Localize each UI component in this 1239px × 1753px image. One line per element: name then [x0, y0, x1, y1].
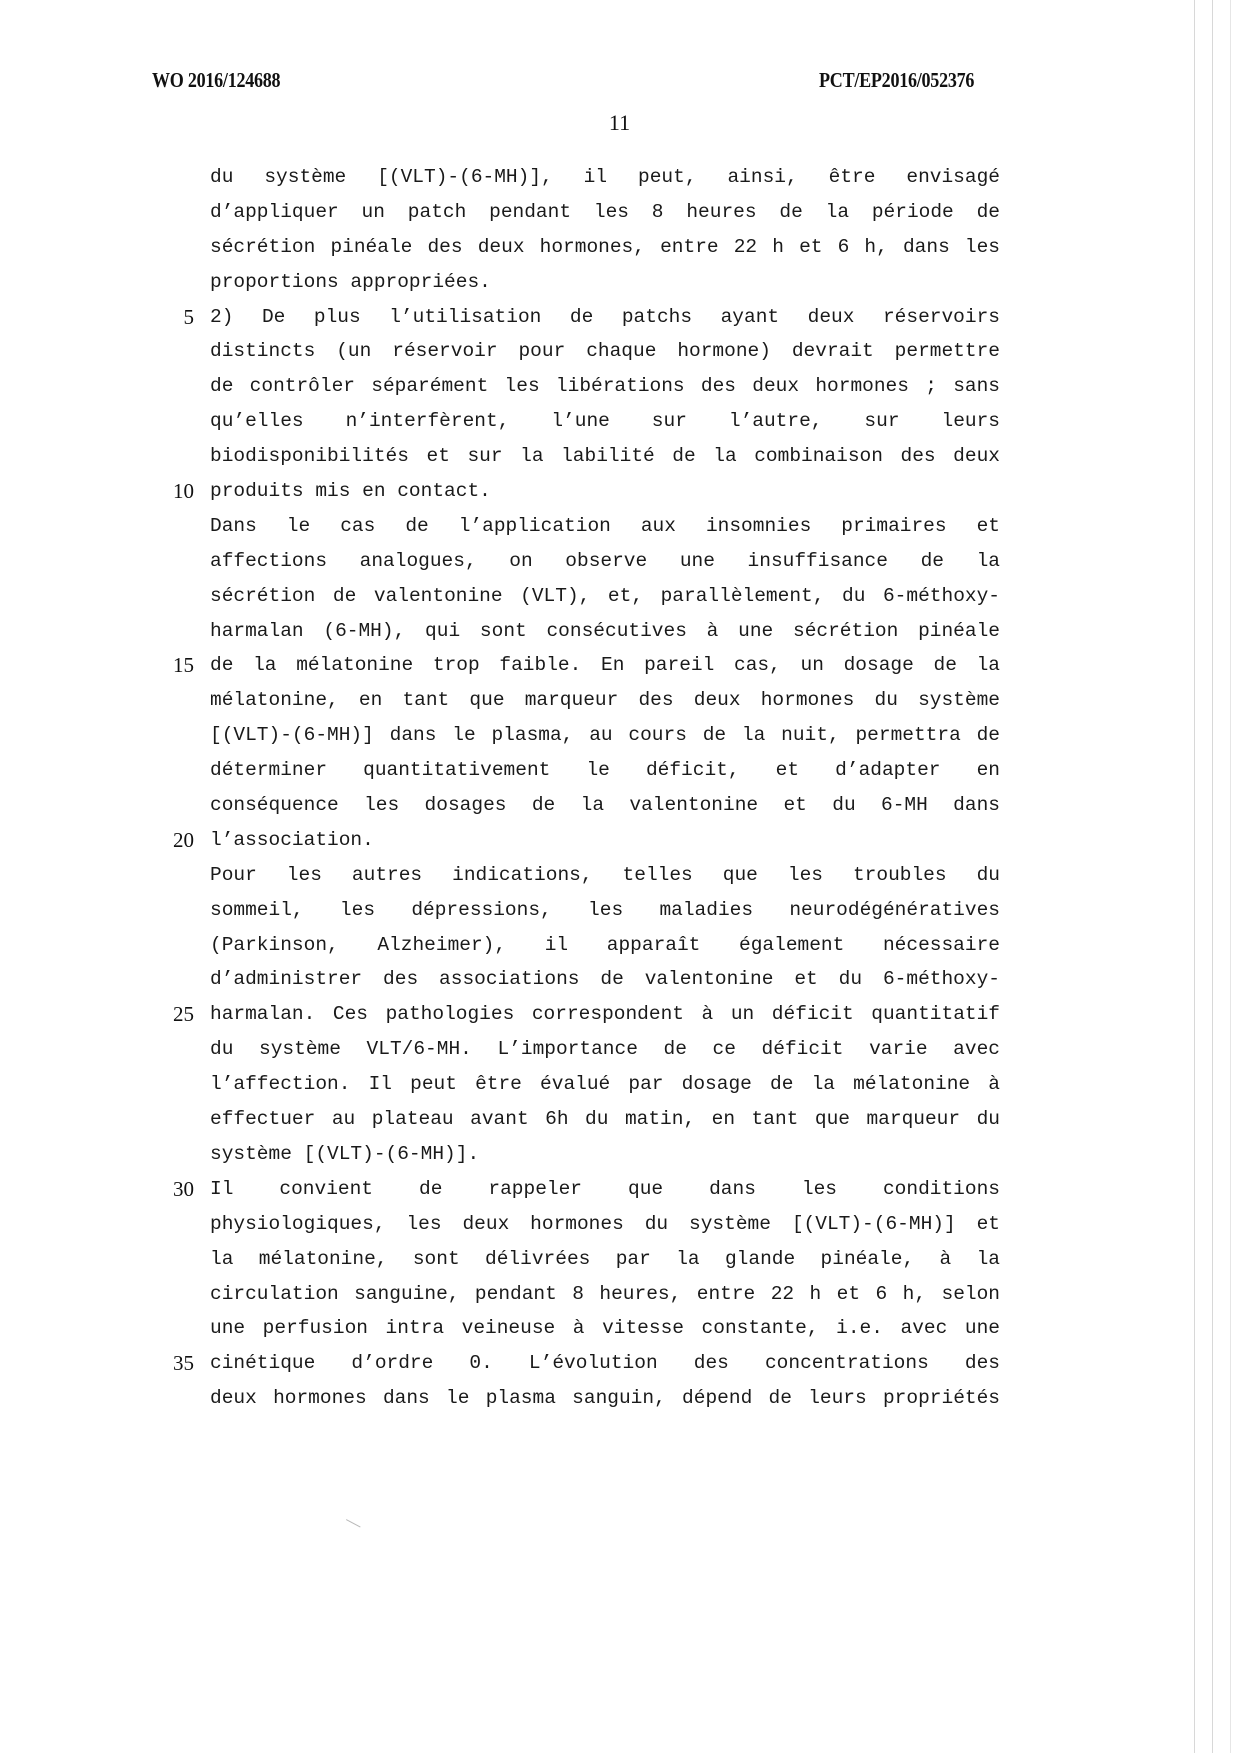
text-line [150, 648, 1030, 683]
line-text: (Parkinson, Alzheimer), il apparaît également nécessaire [210, 933, 1000, 956]
line-text: de la mélatonine trop faible. En pareil cas, un dosage de la [210, 654, 1000, 677]
line-text: d’appliquer un patch pendant les 8 heures de la période de [210, 200, 1000, 223]
text-line [150, 404, 1030, 439]
line-number: 5 [183, 304, 194, 329]
line-text: deux hormones dans le plasma sanguin, dépend de leurs propriétés [210, 1387, 1000, 1410]
line-number: 35 [173, 1351, 194, 1376]
line-text: affections analogues, on observe une insuffisance de la [210, 549, 1000, 572]
text-line [150, 962, 1030, 997]
line-number: 10 [173, 479, 194, 504]
line-text: conséquence les dosages de la valentonine et du 6-MH dans [210, 794, 1000, 817]
text-line [150, 1207, 1030, 1242]
publication-number: WO 2016/124688 [152, 68, 281, 92]
text-line [150, 1311, 1030, 1346]
line-text: distincts (un réservoir pour chaque hormone) devrait permettre [210, 340, 1000, 363]
text-line [150, 300, 1030, 335]
text-line [150, 1346, 1030, 1381]
text-line [150, 928, 1030, 963]
text-line [150, 718, 1030, 753]
line-number: 15 [173, 653, 194, 678]
line-text: une perfusion intra veineuse à vitesse constante, i.e. avec une [210, 1317, 1000, 1340]
line-text: sommeil, les dépressions, les maladies neurodégénératives [210, 898, 1000, 921]
text-line [150, 1242, 1030, 1277]
text-line [150, 1032, 1030, 1067]
text-line [150, 509, 1030, 544]
body-text [150, 160, 1030, 1416]
text-line [150, 893, 1030, 928]
text-line [150, 997, 1030, 1032]
line-text: de contrôler séparément les libérations des deux hormones ; sans [210, 375, 1000, 398]
text-line [150, 544, 1030, 579]
application-number: PCT/EP2016/052376 [819, 68, 975, 92]
line-text: la mélatonine, sont délivrées par la glande pinéale, à la [210, 1247, 1000, 1270]
text-line [150, 474, 1030, 509]
running-head [152, 68, 974, 93]
text-line [150, 1381, 1030, 1416]
line-text: physiologiques, les deux hormones du système [(VLT)-(6-MH)] et [210, 1212, 1000, 1235]
line-text: cinétique d’ordre 0. L’évolution des concentrations des [210, 1352, 1000, 1375]
scan-pencil-mark [339, 1519, 360, 1540]
text-line [150, 614, 1030, 649]
scan-edge-rule-1 [1194, 0, 1195, 1753]
line-text: proportions appropriées. [210, 270, 491, 293]
text-line [150, 1102, 1030, 1137]
line-text: circulation sanguine, pendant 8 heures, entre 22 h et 6 h, selon [210, 1282, 1000, 1305]
line-text: du système [(VLT)-(6-MH)], il peut, ainsi, être envisagé [210, 166, 1000, 188]
text-line [150, 858, 1030, 893]
text-line [150, 369, 1030, 404]
text-line [150, 1067, 1030, 1102]
line-text: du système VLT/6-MH. L’importance de ce déficit varie avec [210, 1038, 1000, 1061]
line-text: l’affection. Il peut être évalué par dosage de la mélatonine à [210, 1073, 1000, 1096]
line-text: [(VLT)-(6-MH)] dans le plasma, au cours de la nuit, permettra de [210, 724, 1000, 747]
text-line [150, 1137, 1030, 1172]
line-text: Pour les autres indications, telles que les troubles du [210, 863, 1000, 886]
text-line [150, 439, 1030, 474]
line-text: effectuer au plateau avant 6h du matin, en tant que marqueur du [210, 1108, 1000, 1131]
scan-edge-rule-3 [1230, 0, 1231, 1753]
line-text: système [(VLT)-(6-MH)]. [210, 1142, 480, 1165]
text-line [150, 265, 1030, 300]
line-text: sécrétion de valentonine (VLT), et, parallèlement, du 6-méthoxy- [210, 584, 1000, 607]
line-text: 2) De plus l’utilisation de patchs ayant deux réservoirs [210, 305, 1000, 328]
text-line [150, 230, 1030, 265]
line-text: produits mis en contact. [210, 480, 491, 503]
text-line [150, 753, 1030, 788]
text-line [150, 823, 1030, 858]
line-text: harmalan. Ces pathologies correspondent à un déficit quantitatif [210, 1003, 1000, 1026]
text-line [150, 160, 1030, 195]
line-text: mélatonine, en tant que marqueur des deux hormones du système [210, 689, 1000, 712]
line-text: qu’elles n’interfèrent, l’une sur l’autre, sur leurs [210, 410, 1000, 433]
line-text: Dans le cas de l’application aux insomnies primaires et [210, 514, 1000, 537]
text-line [150, 334, 1030, 369]
line-number: 20 [173, 827, 194, 852]
text-line [150, 1277, 1030, 1312]
text-line [150, 683, 1030, 718]
page-number: 11 [608, 110, 631, 135]
line-number: 30 [173, 1176, 194, 1201]
text-line [150, 579, 1030, 614]
line-text: biodisponibilités et sur la labilité de la combinaison des deux [210, 445, 1000, 468]
line-text: harmalan (6-MH), qui sont consécutives à une sécrétion pinéale [210, 619, 1000, 642]
scan-edge-rule-2 [1212, 0, 1213, 1753]
text-line [150, 788, 1030, 823]
line-text: d’administrer des associations de valentonine et du 6-méthoxy- [210, 968, 1000, 991]
line-number: 25 [173, 1002, 194, 1027]
line-text: Il convient de rappeler que dans les conditions [210, 1177, 1000, 1200]
text-line [150, 195, 1030, 230]
line-text: sécrétion pinéale des deux hormones, entre 22 h et 6 h, dans les [210, 235, 1000, 258]
line-text: l’association. [210, 828, 374, 851]
line-text: déterminer quantitativement le déficit, et d’adapter en [210, 759, 1000, 782]
text-line [150, 1172, 1030, 1207]
